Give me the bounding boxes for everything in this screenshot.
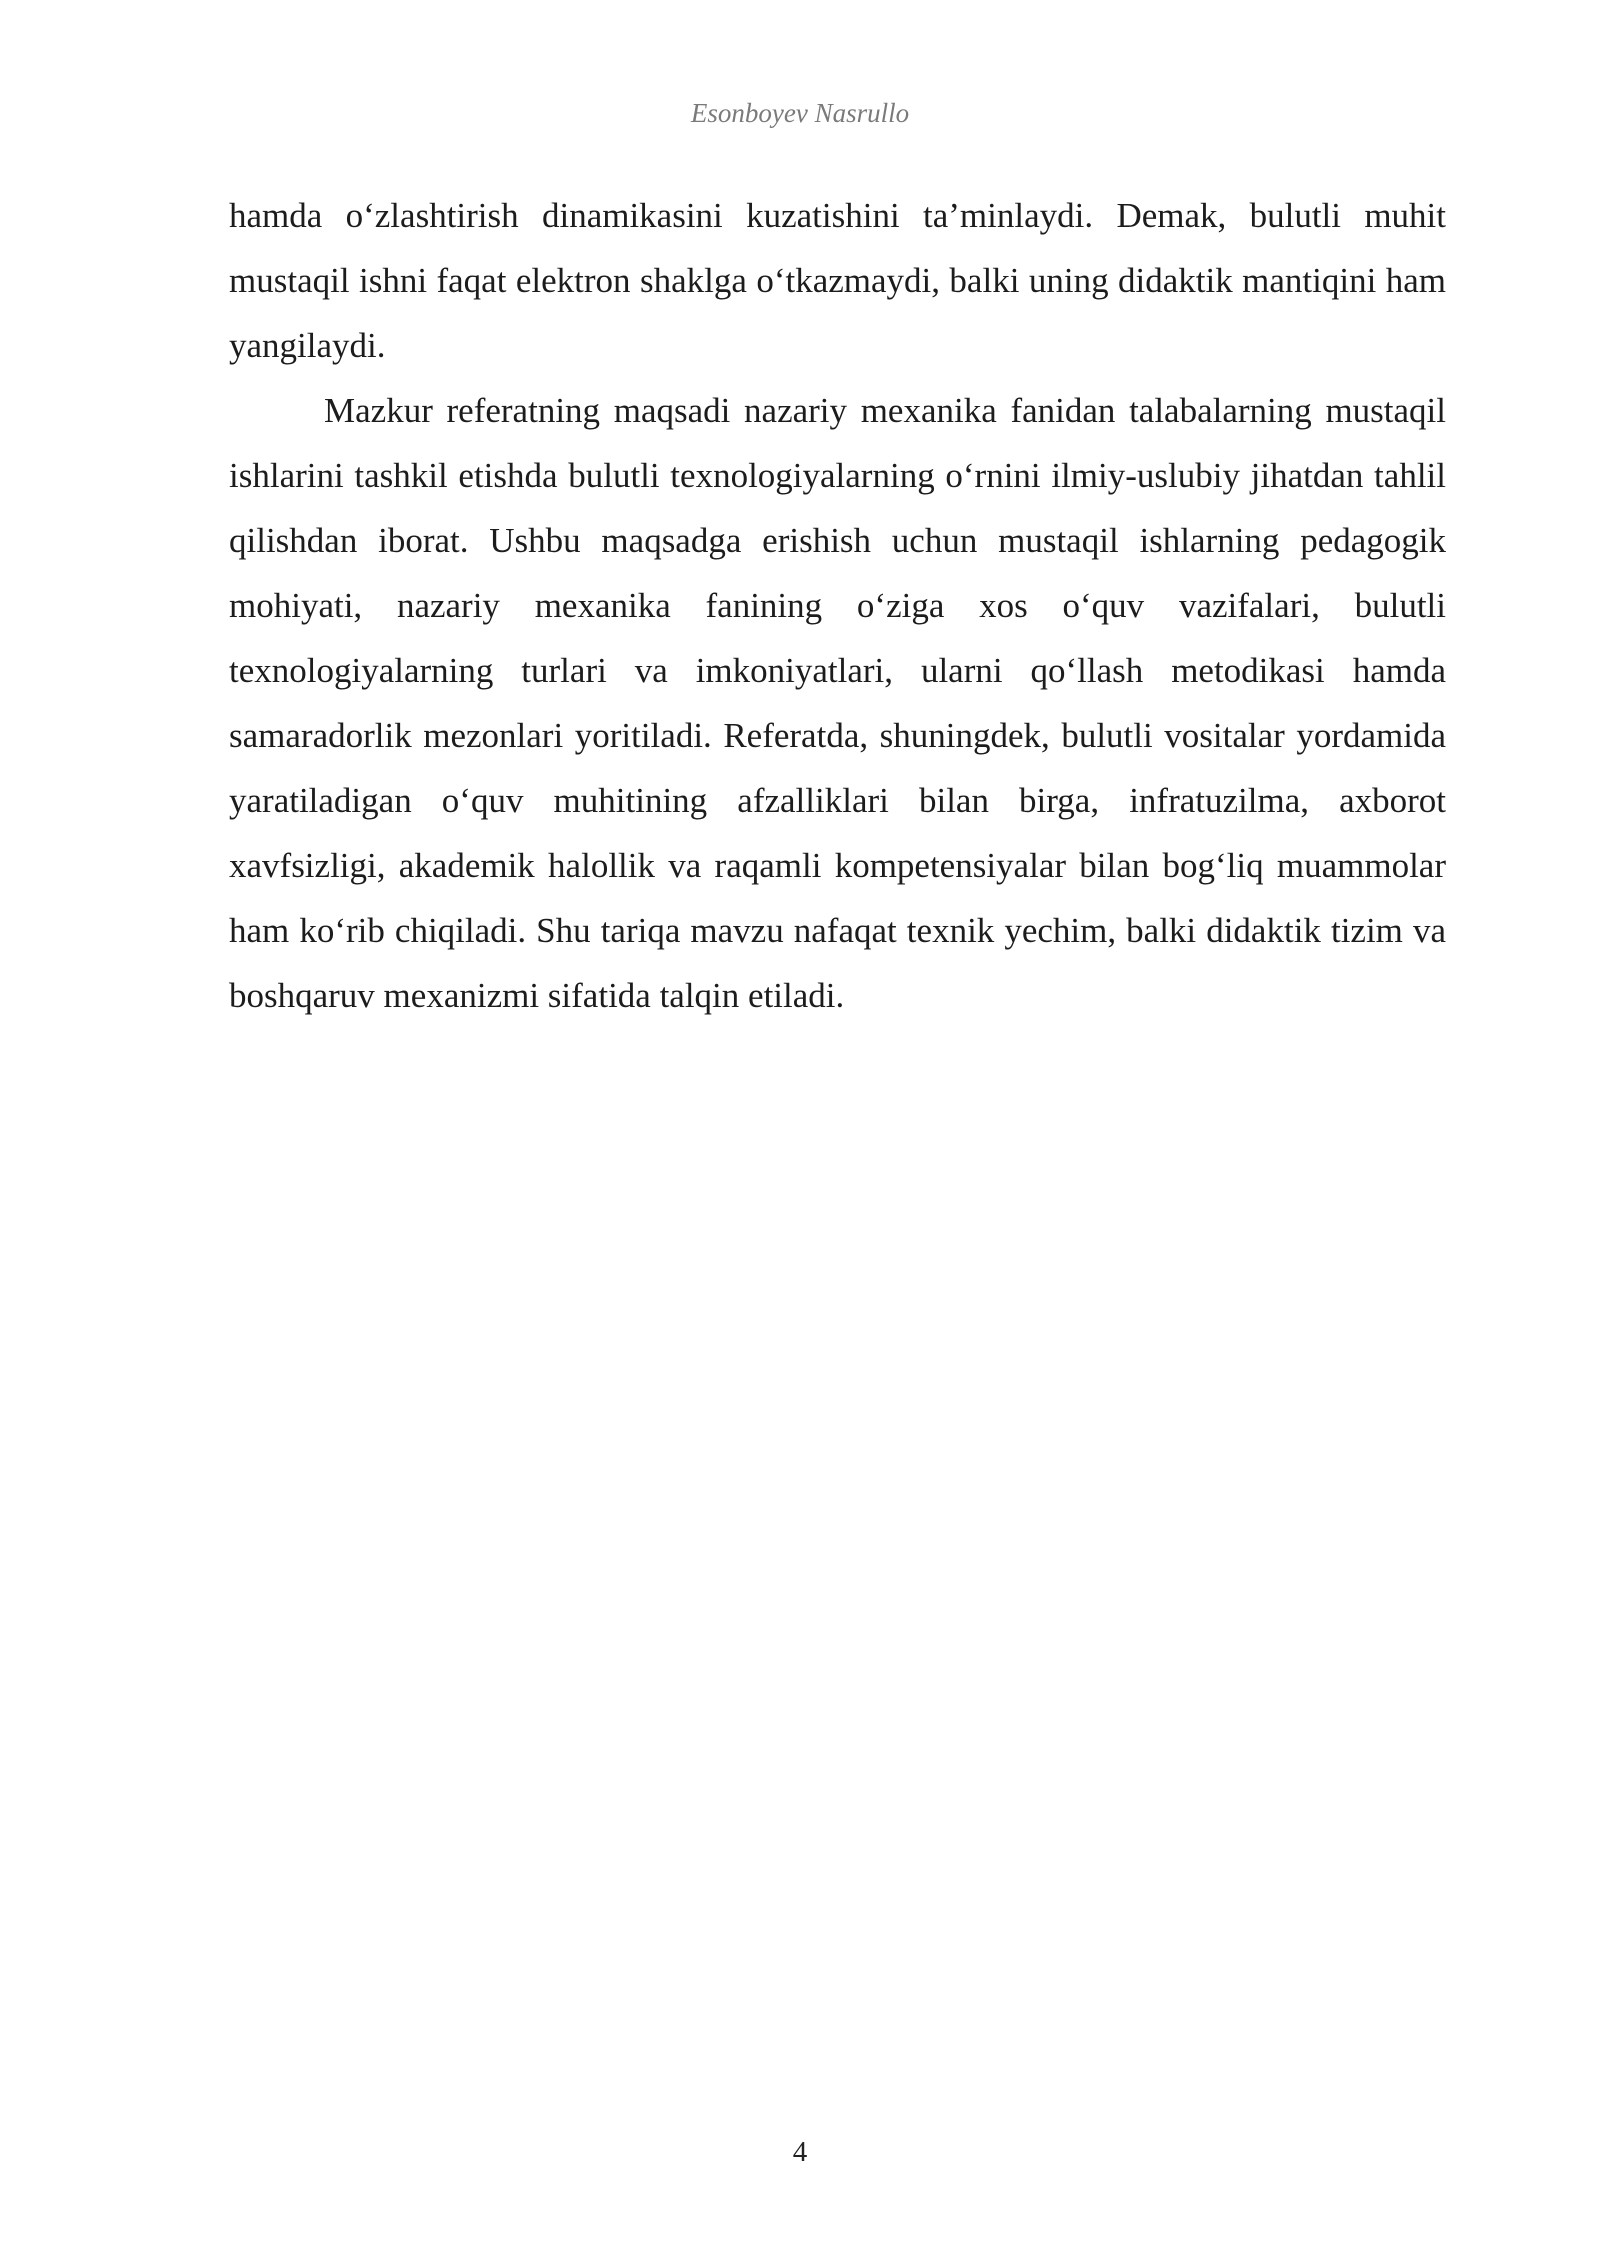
running-header-author: Esonboyev Nasrullo: [690, 98, 910, 128]
paragraph-purpose: Mazkur referatning maqsadi nazariy mexanika fanidan talabalarning mustaqil ishlarini tashkil etishda bulutli texnologiyalarning o‘rnini ilmiy-uslubiy jihatdan tahlil qilishdan iborat. Ushbu maqsadga erishish uchun mustaqil ishlarning pedagogik mohiyati, nazariy mexanika fanining o‘ziga xos o‘quv vazifalari, bulutli texnologiyalarning turlari va imkoniyatlari, ularni qo‘llash metodikasi hamda samaradorlik mezonlari yoritiladi. Referatda, shuningdek, bulutli vositalar yordamida yaratiladigan o‘quv muhitining afzalliklari bilan birga, infratuzilma, axborot xavfsizligi, akademik halollik va raqamli kompetensiyalar bilan bog‘liq muammolar ham ko‘rib chiqiladi. Shu tariqa mavzu nafaqat texnik yechim, balki didaktik tizim va boshqaruv mexanizmi sifatida talqin etiladi.: [229, 391, 1446, 1015]
paragraph-continuation: hamda o‘zlashtirish dinamikasini kuzatishini ta’minlaydi. Demak, bulutli muhit mustaqil ishni faqat elektron shaklga o‘tkazmaydi, balki uning didaktik mantiqini ham yangilaydi.: [229, 196, 1446, 365]
body-text: [229, 183, 1446, 1028]
page-number: 4: [792, 2136, 808, 2168]
